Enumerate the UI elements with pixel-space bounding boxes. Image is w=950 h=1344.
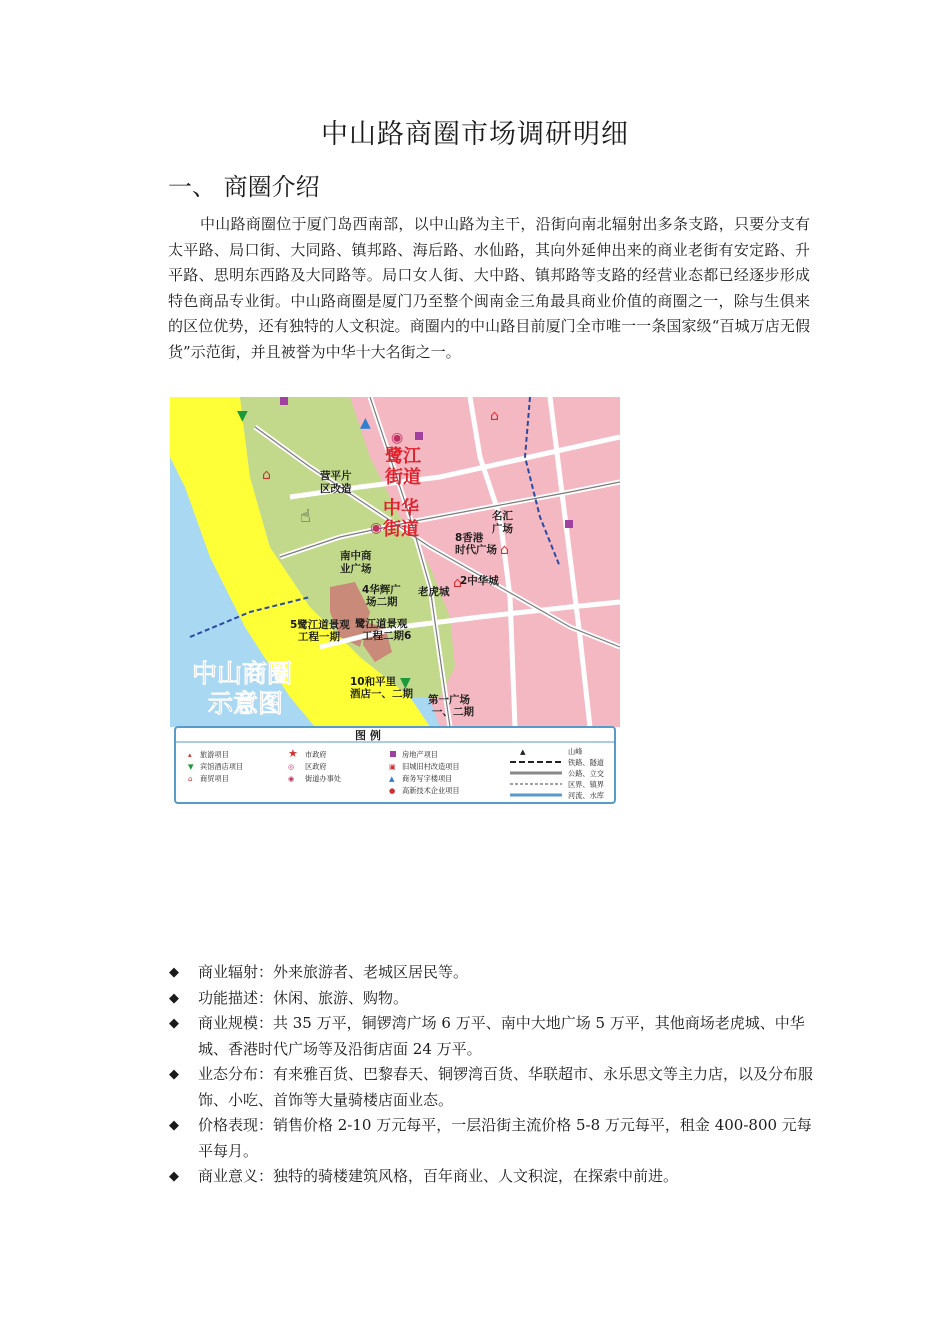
section-heading: 一、 商圈介绍 xyxy=(168,173,320,201)
legend-item-12: 公路、立交 xyxy=(568,769,604,778)
legend-item-1: 宾馆酒店项目 xyxy=(200,762,244,771)
bullet-item xyxy=(168,1011,813,1062)
trade-project-icon: ⌂ xyxy=(262,467,271,483)
office-building-icon: ▲ xyxy=(360,415,371,431)
label-nanzhong-1: 南中商 xyxy=(340,550,372,562)
bullet-item xyxy=(168,1062,813,1113)
legend-item-0: 旅游项目 xyxy=(200,750,229,759)
legend-item-10: 山峰 xyxy=(568,747,583,756)
legend-office-icon: ▲ xyxy=(389,774,395,783)
label-laohucheng: 老虎城 xyxy=(418,586,450,598)
trade-project-icon-3: ⌂ xyxy=(453,575,462,591)
shopping-district-map xyxy=(170,397,620,807)
legend-item-2: 商贸项目 xyxy=(200,774,229,783)
label-heping-2: 酒店一、二期 xyxy=(350,688,413,700)
bullet-item xyxy=(168,986,813,1012)
legend-renovation-icon: ▣ xyxy=(389,762,396,771)
trade-project-icon-2: ⌂ xyxy=(500,542,509,558)
label-huahui-2: 场二期 xyxy=(366,596,398,608)
label-minghui-1: 名汇 xyxy=(492,510,513,522)
legend-item-13: 区界、镇界 xyxy=(568,780,604,789)
label-lj2-1: 鹭江道景观 xyxy=(355,618,408,630)
label-zhonghuacheng: 2中华城 xyxy=(460,575,499,587)
legend-city-gov-icon: ★ xyxy=(288,747,298,760)
legend-item-9: 高新技术企业项目 xyxy=(402,786,460,795)
legend-title: 图 例 xyxy=(355,729,381,742)
legend-item-5: 街道办事处 xyxy=(305,774,341,783)
label-minghui-2: 广场 xyxy=(492,523,513,535)
label-nanzhong-2: 业广场 xyxy=(340,563,372,575)
legend xyxy=(175,727,615,803)
page-title: 中山路商圈市场调研明细 xyxy=(321,119,629,150)
label-lj1-1: 5鹭江道景观 xyxy=(290,619,350,631)
legend-item-3: 市政府 xyxy=(305,750,327,759)
label-lj1-2: 工程一期 xyxy=(298,631,340,643)
bullet-marker: ◆ xyxy=(169,1169,179,1184)
bullet-item xyxy=(168,1113,813,1164)
label-zhonghua-1: 中华 xyxy=(383,498,419,519)
legend-peak-icon: ▲ xyxy=(520,747,526,756)
label-lj2-2: 工程二期6 xyxy=(362,630,412,642)
label-heping-1: 10和平里 xyxy=(350,676,397,688)
real-estate-icon xyxy=(565,520,573,528)
hotel-icon-2: ▼ xyxy=(400,675,411,691)
legend-item-6: 房地产项目 xyxy=(402,750,438,759)
legend-trade-icon: ⌂ xyxy=(188,774,193,783)
district-gov-icon: ◉ xyxy=(391,430,404,446)
bullet-text: 业态分布：有来雅百货、巴黎春天、铜锣湾百货、华联超市、永乐思文等主力店，以及分布服饰、小吃、首饰等大量骑楼店面业态。 xyxy=(198,1065,814,1109)
bullet-marker: ◆ xyxy=(169,990,179,1006)
label-yingping-1: 营平片 xyxy=(320,470,352,482)
bullet-item xyxy=(168,960,813,986)
legend-street-office-icon: ◉ xyxy=(288,774,295,783)
bullet-list xyxy=(168,960,813,1190)
map-title-line2: 示意图 xyxy=(208,689,284,718)
real-estate-icon-3 xyxy=(280,397,288,405)
label-yingping-2: 区改造 xyxy=(320,483,352,495)
label-diyi-2: 一、二期 xyxy=(432,706,474,718)
label-diyi-1: 第一广场 xyxy=(428,694,470,706)
label-lujiang-1: 鹭江 xyxy=(385,446,421,467)
bullet-text: 商业意义：独特的骑楼建筑风格，百年商业、人文积淀，在探索中前进。 xyxy=(198,1167,679,1185)
legend-hightech-icon: ● xyxy=(389,786,396,795)
real-estate-icon-2 xyxy=(415,432,423,440)
legend-item-11: 铁路、隧道 xyxy=(568,758,604,767)
bullet-text: 功能描述：休闲、旅游、购物。 xyxy=(198,988,409,1007)
legend-item-8: 商务写字楼项目 xyxy=(402,774,453,783)
label-hk-1: 8香港 xyxy=(455,532,484,544)
label-huahui-1: 4华辉广 xyxy=(362,584,401,596)
legend-item-4: 区政府 xyxy=(305,762,327,771)
bullet-marker: ◆ xyxy=(169,965,179,980)
hotel-icon: ▼ xyxy=(237,408,248,424)
bullet-item xyxy=(168,1164,813,1190)
legend-item-7: 旧城旧村改造项目 xyxy=(402,762,460,771)
map-svg xyxy=(170,397,620,807)
bullet-text: 商业辐射：外来旅游者、老城区居民等。 xyxy=(198,963,469,981)
intro-paragraph: 中山路商圈位于厦门岛西南部，以中山路为主干，沿街向南北辐射出多条支路，只要分支有太平路、局口街、大同路、镇邦路、海后路、水仙路，其向外延伸出来的商业老街有安定路、升平路、思明东西路及大同路等。局口女人街、大中路、镇邦路等支路的经营业态都已经逐步形成特色商品专业街。中山路商圈是厦门乃至整个闽南金三角最具商业价值的商圈之一，除与生俱来的区位优势，还有独特的人文积淀。商圈内的中山路目前厦门全市唯一一条国家级“百城万店无假货”示范街，并且被誉为中华十大名街之一。 xyxy=(168,215,810,361)
bullet-marker: ◆ xyxy=(169,1016,179,1031)
bullet-marker: ◆ xyxy=(169,1067,179,1082)
hand-cursor-icon: ☝ xyxy=(300,506,311,527)
map-title-line1: 中山商圈 xyxy=(192,659,293,688)
street-office-icon: ◉ xyxy=(370,520,383,536)
bullet-text: 价格表现：销售价格 2-10 万元每平，一层沿街主流价格 5-8 万元每平，租金 400-800 元每平每月。 xyxy=(198,1116,812,1160)
legend-district-gov-icon: ◎ xyxy=(288,762,295,771)
legend-hotel-icon: ▼ xyxy=(188,762,194,771)
label-lujiang-2: 街道 xyxy=(385,467,421,488)
legend-real-estate-icon xyxy=(390,751,396,757)
trade-project-icon-4: ⌂ xyxy=(490,408,499,424)
bullet-marker: ◆ xyxy=(169,1118,179,1133)
legend-tourism-icon: ▴ xyxy=(188,750,192,759)
bullet-text: 商业规模：共 35 万平，铜锣湾广场 6 万平、南中大地广场 5 万平，其他商场老虎城、中华城、香港时代广场等及沿街店面 24 万平。 xyxy=(198,1014,805,1058)
label-zhonghua-2: 街道 xyxy=(383,519,419,540)
legend-item-14: 河流、水库 xyxy=(568,791,604,800)
label-hk-2: 时代广场 xyxy=(455,544,497,556)
